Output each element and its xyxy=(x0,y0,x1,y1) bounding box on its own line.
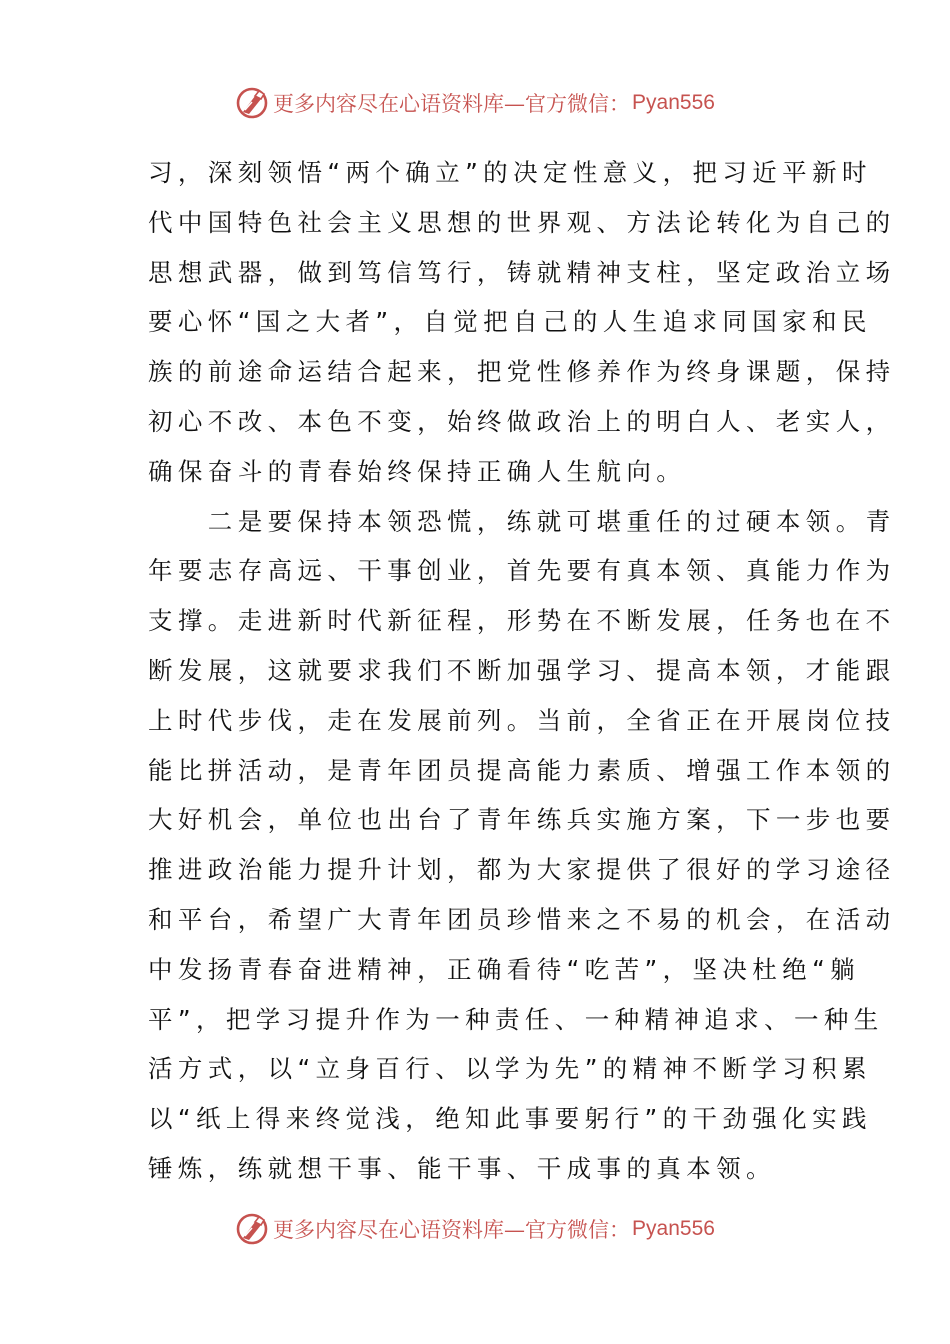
text-line: 和平台，希望广大青年团员珍惜来之不易的机会，在活动 xyxy=(148,904,896,934)
text-line: 支撑。走进新时代新征程，形势在不断发展，任务也在不 xyxy=(148,606,896,636)
text-line: 要心怀“国之大者”，自觉把自己的人生追求同国家和民 xyxy=(148,307,872,337)
header-wechat-id: Pyan556 xyxy=(632,91,715,114)
pen-nib-logo-icon xyxy=(235,1212,269,1246)
footer-wechat-id: Pyan556 xyxy=(632,1217,715,1240)
text-line: 年要志存高远、干事创业，首先要有真本领、真能力作为 xyxy=(148,556,896,586)
text-line: 以“纸上得来终觉浅，绝知此事要躬行”的干劲强化实践 xyxy=(148,1104,872,1134)
text-line: 大好机会，单位也出台了青年练兵实施方案，下一步也要 xyxy=(148,805,896,835)
text-line: 习，深刻领悟“两个确立”的决定性意义，把习近平新时 xyxy=(148,158,872,187)
text-line: 锤炼，练就想干事、能干事、干成事的真本领。 xyxy=(148,1153,776,1183)
document-body xyxy=(148,148,896,1194)
text-line: 族的前途命运结合起来，把党性修养作为终身课题，保持 xyxy=(148,357,896,387)
text-line: 平”，把学习提升作为一种责任、一种精神追求、一种生 xyxy=(148,1004,884,1034)
text-line: 活方式，以“立身百行、以学为先”的精神不断学习积累 xyxy=(148,1054,872,1084)
text-line: 思想武器，做到笃信笃行，铸就精神支柱，坚定政治立场 xyxy=(148,257,896,287)
text-line: 中发扬青春奋进精神，正确看待“吃苦”，坚决杜绝“躺 xyxy=(148,954,861,984)
text-line: 断发展，这就要求我们不断加强学习、提高本领，才能跟 xyxy=(148,655,896,685)
text-line: 代中国特色社会主义思想的世界观、方法论转化为自己的 xyxy=(148,207,896,237)
text-line: 能比拼活动，是青年团员提高能力素质、增强工作本领的 xyxy=(148,755,896,785)
header-banner-text: 更多内容尽在心语资料库—官方微信： xyxy=(273,92,631,116)
text-line: 确保奋斗的青春始终保持正确人生航向。 xyxy=(148,456,687,486)
footer-banner xyxy=(0,1209,950,1249)
text-line: 二是要保持本领恐慌，练就可堪重任的过硬本领。青 xyxy=(148,506,896,536)
pen-nib-logo-icon xyxy=(235,86,269,120)
header-banner xyxy=(0,83,950,123)
text-line: 初心不改、本色不变，始终做政治上的明白人、老实人， xyxy=(148,406,896,436)
text-line: 推进政治能力提升计划，都为大家提供了很好的学习途径 xyxy=(148,855,896,885)
footer-banner-text: 更多内容尽在心语资料库—官方微信： xyxy=(273,1218,631,1242)
text-line: 上时代步伐，走在发展前列。当前，全省正在开展岗位技 xyxy=(148,705,896,735)
